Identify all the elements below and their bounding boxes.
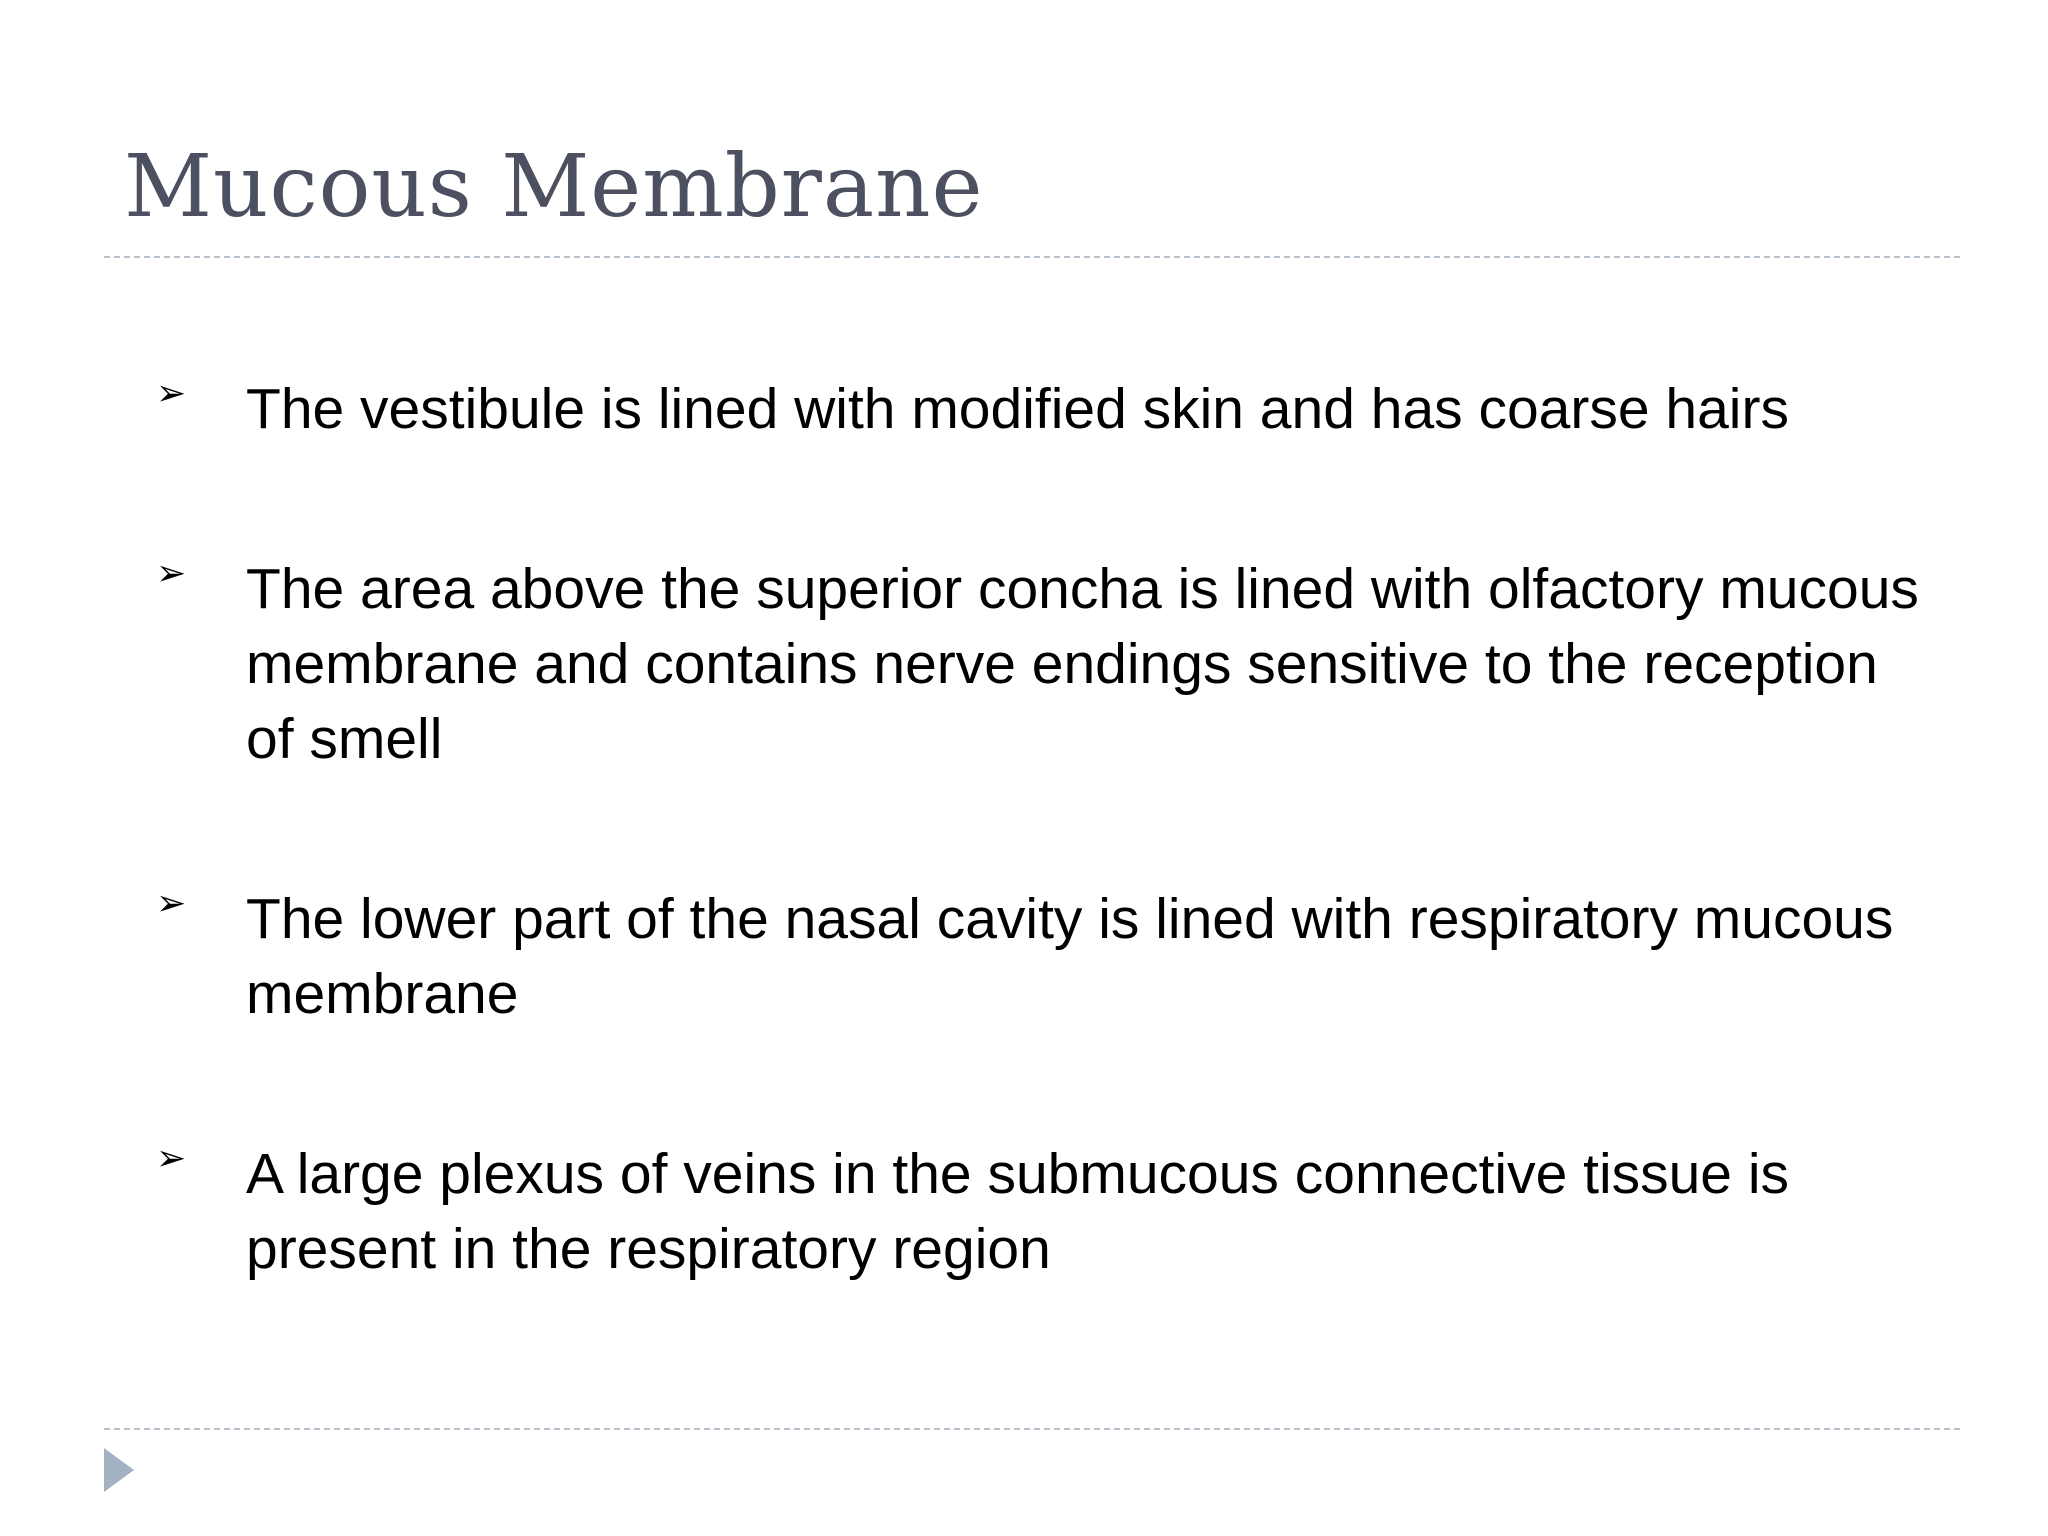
footer-divider xyxy=(104,1428,1960,1430)
bullet-item xyxy=(150,882,1930,1032)
arrowhead-bullet-icon: ➢ xyxy=(156,373,187,414)
title-divider xyxy=(104,256,1960,258)
bullet-text: A large plexus of veins in the submucous connective tissue is present in the respiratory region xyxy=(246,1142,1790,1281)
play-triangle-icon[interactable] xyxy=(104,1448,134,1492)
arrowhead-bullet-icon: ➢ xyxy=(156,1138,187,1179)
bullet-text: The area above the superior concha is lined with olfactory mucous membrane and contains nerve endings sensitive to the reception of smell xyxy=(246,557,1919,771)
arrowhead-bullet-icon: ➢ xyxy=(156,883,187,924)
arrowhead-bullet-icon: ➢ xyxy=(156,553,187,594)
bullet-text: The lower part of the nasal cavity is lined with respiratory mucous membrane xyxy=(246,887,1894,1026)
slide-title: Mucous Membrane xyxy=(124,137,984,237)
bullet-list xyxy=(150,372,1930,1287)
bullet-item xyxy=(150,552,1930,777)
bullet-text: The vestibule is lined with modified skin and has coarse hairs xyxy=(246,377,1789,441)
bullet-item xyxy=(150,372,1930,447)
bullet-item xyxy=(150,1137,1930,1287)
